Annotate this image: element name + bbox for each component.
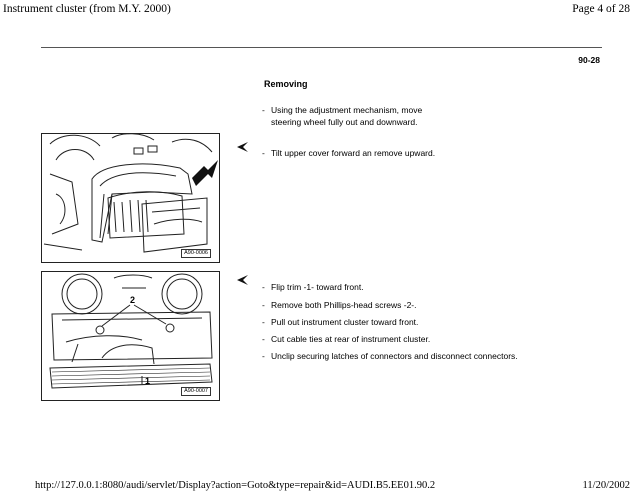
step-text: Flip trim -1- toward front. <box>271 282 364 292</box>
header-divider <box>41 47 602 48</box>
page-indicator: Page 4 of 28 <box>572 3 630 15</box>
illustration-upper-cover <box>41 133 220 263</box>
document-number: 90-28 <box>578 55 600 65</box>
step-text: Remove both Phillips-head screws -2-. <box>271 300 417 310</box>
step-dash: - <box>262 334 265 344</box>
step-item <box>262 281 364 293</box>
illustration-instrument-cluster <box>41 271 220 401</box>
step-text: Unclip securing latches of connectors and disconnect connectors. <box>271 351 518 361</box>
step-dash: - <box>262 351 265 361</box>
section-title: Removing <box>264 79 308 89</box>
step-text: Using the adjustment mechanism, move steering wheel fully out and downward. <box>271 105 423 127</box>
step-item <box>262 316 418 328</box>
footer-source-url: http://127.0.0.1:8080/audi/servlet/Display?action=Goto&type=repair&id=AUDI.B5.EE01.90.2 <box>35 480 436 491</box>
callout-number: 1 <box>145 376 151 386</box>
step-item <box>262 299 417 311</box>
step-item <box>262 104 422 128</box>
step-dash: - <box>262 105 265 115</box>
step-text: Pull out instrument cluster toward front. <box>271 317 419 327</box>
figure-code-label: A90-0006 <box>181 249 211 258</box>
step-dash: - <box>262 317 265 327</box>
step-dash: - <box>262 148 265 158</box>
figure-code-label: A90-0007 <box>181 387 211 396</box>
step-dash: - <box>262 300 265 310</box>
step-dash: - <box>262 282 265 292</box>
callout-number: 2 <box>130 295 136 305</box>
document-title: Instrument cluster (from M.Y. 2000) <box>3 3 171 15</box>
step-text: Tilt upper cover forward an remove upward. <box>271 148 436 158</box>
step-item <box>262 147 435 159</box>
step-item <box>262 350 518 362</box>
step-item <box>262 333 430 345</box>
figure-pointer-icon <box>237 142 249 152</box>
upper-cover-drawing <box>42 134 219 262</box>
figure-pointer-icon <box>237 275 249 285</box>
instrument-cluster-drawing <box>42 272 219 400</box>
footer-date: 11/20/2002 <box>582 480 630 491</box>
step-text: Cut cable ties at rear of instrument cluster. <box>271 334 431 344</box>
